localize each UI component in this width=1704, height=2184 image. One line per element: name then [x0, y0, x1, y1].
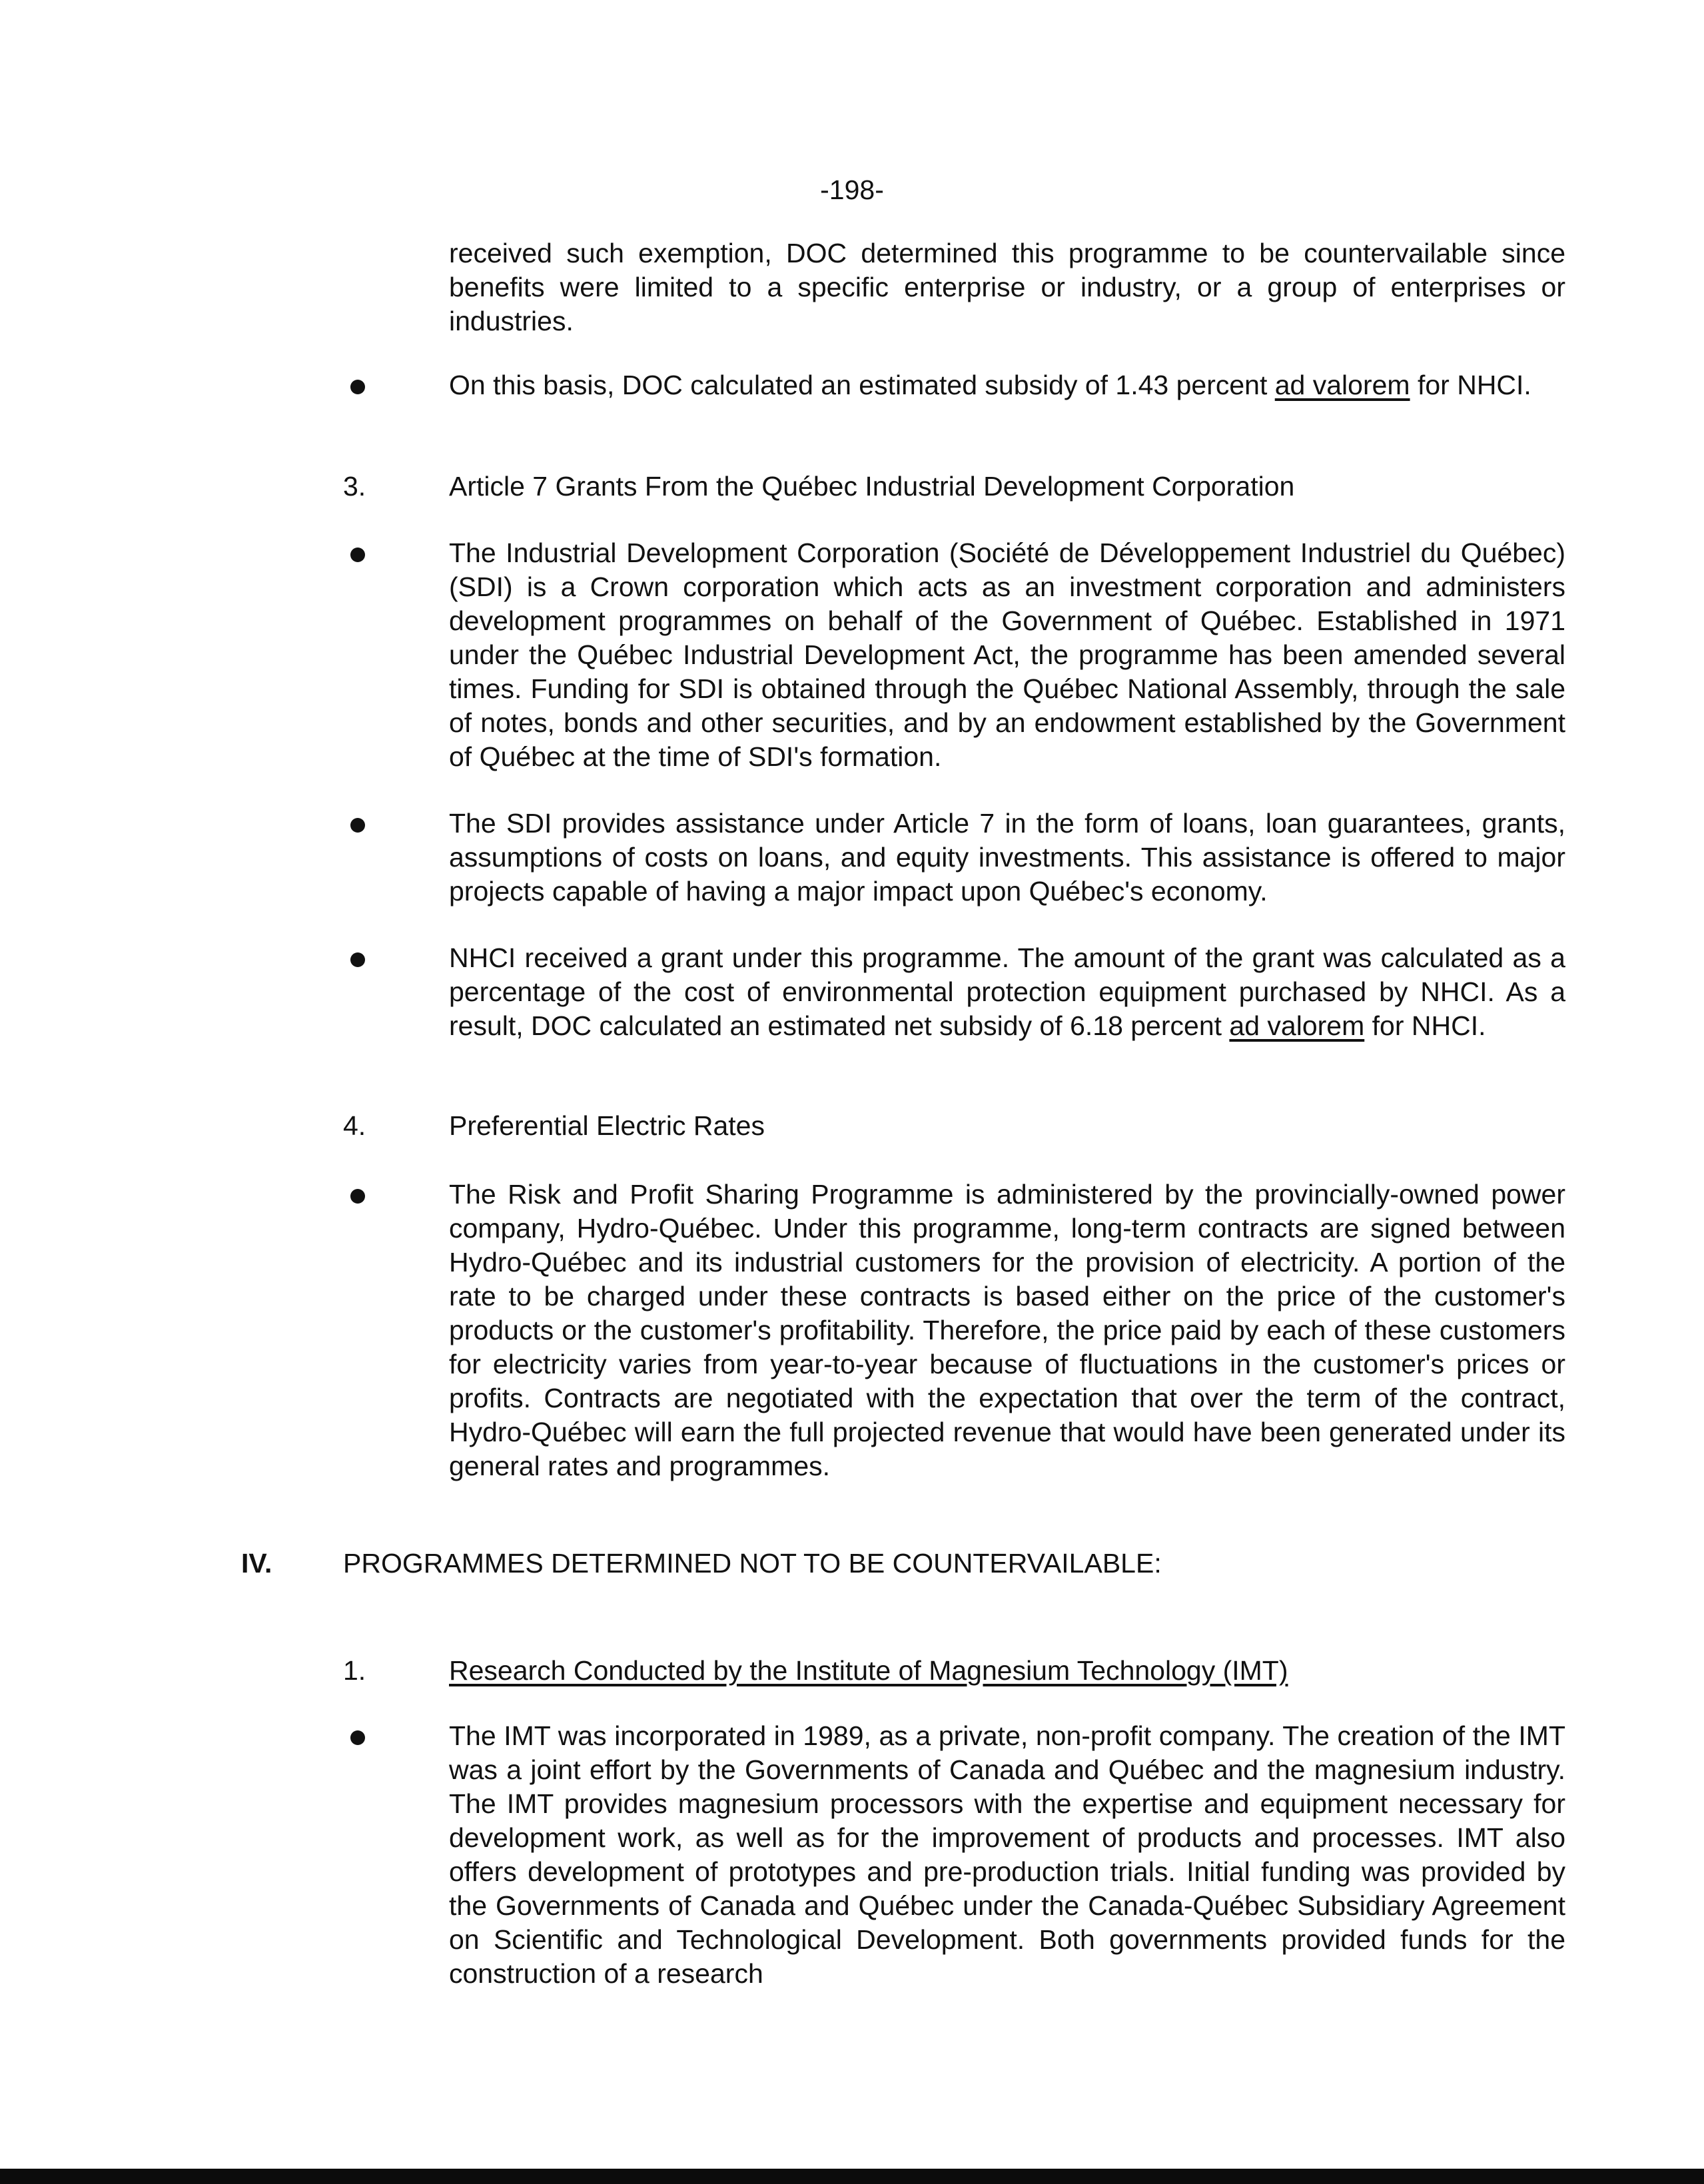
nhci-subsidy-paragraph: On this basis, DOC calculated an estimated subsidy of 1.43 percent ad valorem for NHCI. [449, 370, 1531, 400]
section-title: PROGRAMMES DETERMINED NOT TO BE COUNTERVAILABLE: [343, 1548, 1162, 1579]
section-item-number-1: 1. [343, 1655, 366, 1686]
bullet-icon [350, 1730, 365, 1745]
imt-paragraph: The IMT was incorporated in 1989, as a private, non-profit company. The creation of the IMT was a joint effort by the Governments of Canada and Québec and the magnesium industry. The IMT provides magnesium processors with the expertise and equipment necessary for development work, as well as for the improvement of products and processes. IMT also offers development of prototypes and pre-production trials. Initial funding was provided by the Governments of Canada and Québec under the Canada-Québec Subsidiary Agreement on Scientific and Technological Development. Both governments provided funds for the construction of a research [449, 1720, 1565, 1989]
sdi-description-paragraph: The Industrial Development Corporation (Société de Développement Industriel du Québec) (SDI) is a Crown corporation which acts as an investment corporation and administers development programmes on behalf of the Government of Québec. Established in 1971 under the Québec Industrial Development Act, the programme has been amended several times. Funding for SDI is obtained through the Québec National Assembly, through the sale of notes, bonds and other securities, and by an endowment established by the Government of Québec at the time of SDI's formation. [449, 538, 1565, 772]
risk-profit-paragraph: The Risk and Profit Sharing Programme is administered by the provincially-owned power company, Hydro-Québec. Under this programme, long-term contracts are signed between Hydro-Québec and its industrial customers for the provision of electricity. A portion of the rate to be charged under these contracts is based either on the price of the customer's products or the customer's profitability. Therefore, the price paid by each of these customers for electricity varies from year-to-year because of fluctuations in the customer's prices or profits. Contracts are negotiated with the expectation that over the term of the contract, Hydro-Québec will earn the full projected revenue that would have been generated under its general rates and programmes. [449, 1179, 1565, 1481]
intro-paragraph: received such exemption, DOC determined this programme to be countervailable since benefits were limited to a specific enterprise or industry, or a group of enterprises or industries. [449, 238, 1565, 336]
section-item-title-1: Research Conducted by the Institute of Magnesium Technology (IMT) [449, 1655, 1288, 1686]
page-number: -198- [820, 175, 884, 205]
ad-valorem-term: ad valorem [1229, 1010, 1365, 1041]
nhci-grant-paragraph: NHCI received a grant under this programme. The amount of the grant was calculated as a percentage of the cost of environmental protection equipment purchased by NHCI. As a result, DOC calculated an estimated net subsidy of 6.18 percent ad valorem for NHCI. [449, 942, 1565, 1041]
section-numeral: IV. [241, 1548, 272, 1579]
bullet-icon [350, 380, 365, 394]
ad-valorem-term: ad valorem [1274, 370, 1410, 400]
bullet-icon [350, 952, 365, 967]
scan-edge-bar [0, 2169, 1704, 2184]
bullet-icon [350, 1189, 365, 1204]
item-title-4: Preferential Electric Rates [449, 1110, 765, 1141]
item-title-3: Article 7 Grants From the Québec Industrial Development Corporation [449, 471, 1295, 502]
item-number-3: 3. [343, 471, 366, 502]
bullet-icon [350, 547, 365, 562]
bullet-icon [350, 818, 365, 833]
item-number-4: 4. [343, 1110, 366, 1141]
sdi-assistance-paragraph: The SDI provides assistance under Article 7 in the form of loans, loan guarantees, grants, assumptions of costs on loans, and equity investments. This assistance is offered to major projects capable of having a major impact upon Québec's economy. [449, 808, 1565, 907]
